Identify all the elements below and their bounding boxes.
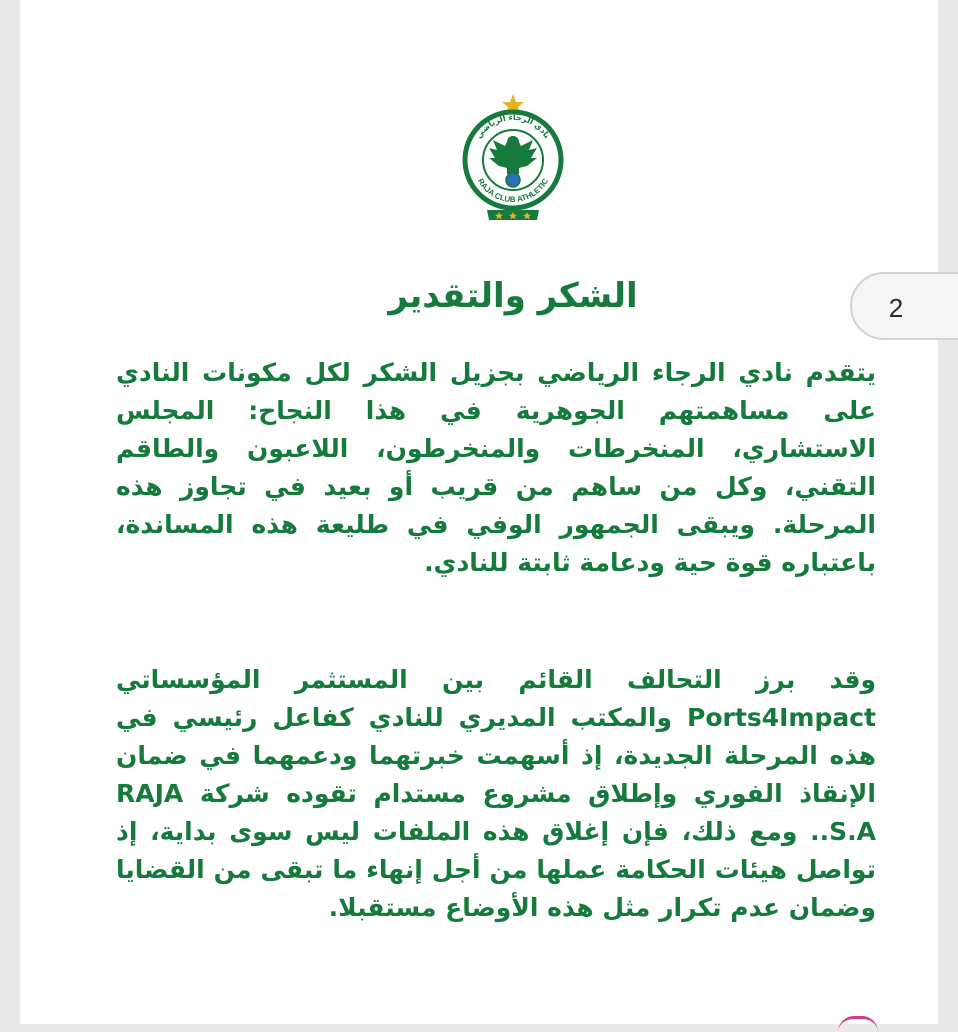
logo-arabic-text: نادي الرجاء الرياضي [474, 112, 552, 141]
svg-text:نادي الرجاء الرياضي [474, 113, 552, 140]
raja-club-logo [461, 92, 565, 230]
eagle-icon [489, 136, 537, 174]
paragraph-alliance: وقد برز التحالف القائم بين المستثمر المؤسساتي Ports4Impact والمكتب المديري للنادي كفاعل رئيسي في هذه المرحلة الجديدة، إذ أسهمت خبرتهما ودعمهما في ضمان الإنقاذ الفوري وإطلاق مشروع مستدام تقوده شركة RAJA S.A.. ومع ذلك، فإن إغلاق هذه الملفات ليس سوى بداية، إذ تواصل هيئات الحكامة عملها من أجل إنهاء ما تبقى من القضايا وضمان عدم تكرار مثل هذه الأوضاع مستقبلا. [116, 665, 876, 922]
page-number: 2 [888, 293, 904, 323]
logo-latin-text: RAJA CLUB ATHLETIC [475, 176, 551, 205]
page-title: الشكر والتقدير [388, 276, 638, 316]
football-icon [506, 173, 520, 187]
paragraph-thanks: يتقدم نادي الرجاء الرياضي بجزيل الشكر لكل مكونات النادي على مساهمتهم الجوهرية في هذا النجاح: المجلس الاستشاري، المنخرطات والمنخرطون، اللاعبون والطاقم التقني، وكل من ساهم من قريب أو بعيد في تجاوز هذه المرحلة. ويبقى الجمهور الوفي في طليعة هذه المساندة، باعتباره قوة حية ودعامة ثابتة للنادي. [116, 358, 876, 577]
